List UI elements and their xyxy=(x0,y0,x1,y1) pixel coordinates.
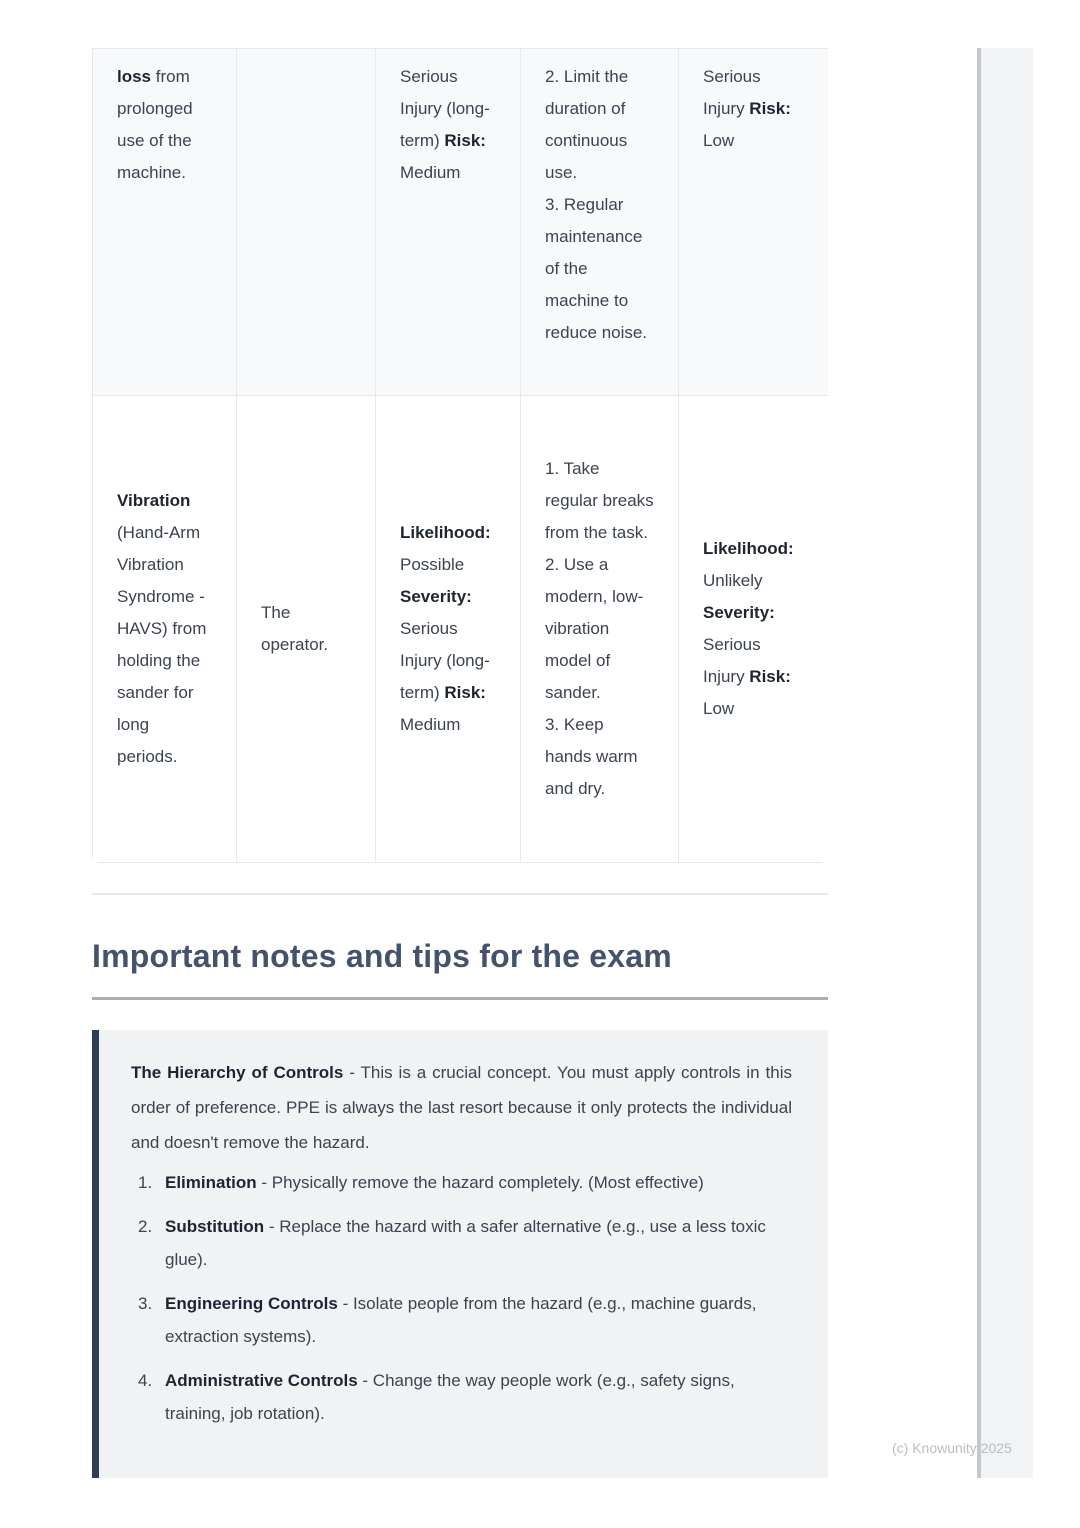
list-item-body xyxy=(165,1287,792,1353)
cell-text: (Hand-Arm Vibration Syndrome - HAVS) from holding the sander for long periods. xyxy=(117,523,207,766)
section-divider xyxy=(92,893,828,895)
next-page-edge xyxy=(977,48,1033,1478)
cell-text: Serious Injury (long-term) xyxy=(400,619,490,702)
cell-text: Unlikely xyxy=(703,571,763,590)
list-item-number: 1. xyxy=(138,1173,153,1192)
cell-text: Medium xyxy=(400,715,461,734)
cell-text: loss xyxy=(117,67,152,86)
list-item-term: Administrative Controls xyxy=(165,1371,358,1390)
cell-text: Risk: xyxy=(444,683,486,702)
control-measure-line: 3. Keep hands warm and dry. xyxy=(545,715,638,798)
cell-text: Low xyxy=(703,131,735,150)
cell-control-measures xyxy=(521,49,679,396)
cell-text: Severity: xyxy=(400,587,472,606)
table-row-vibration-hazard xyxy=(93,396,829,863)
cell-text: Serious Injury xyxy=(703,635,761,686)
callout-intro-text: - This is a crucial concept. You must apply controls in this order of preference. PPE is always the last resort because it only protects the individual and doesn't remove the hazard. xyxy=(131,1063,792,1152)
list-item-text: - Isolate people from the hazard (e.g., machine guards, extraction systems). xyxy=(165,1294,757,1346)
exam-tips-callout xyxy=(92,1030,828,1478)
cell-text: Serious Injury xyxy=(703,67,761,118)
cell-text: Serious Injury (long-term) xyxy=(400,67,490,150)
list-item-body xyxy=(165,1364,792,1430)
cell-text: Risk: xyxy=(749,99,791,118)
list-item-text: - Change the way people work (e.g., safety signs, training, job rotation). xyxy=(165,1371,735,1423)
cell-who-harmed xyxy=(237,396,376,863)
cell-text: Likelihood: xyxy=(703,539,794,558)
watermark: (c) Knowunity 2025 xyxy=(892,1440,1012,1456)
list-item-term: Substitution xyxy=(165,1217,265,1236)
callout-intro-term: The Hierarchy of Controls xyxy=(131,1063,344,1082)
risk-assessment-table xyxy=(92,48,828,863)
list-item-number: 3. xyxy=(138,1294,153,1313)
control-measure-line: 2. Use a modern, low-vibration model of sander. xyxy=(545,555,644,702)
list-item-text: - Physically remove the hazard completely. (Most effective) xyxy=(256,1173,704,1192)
cell-hazard xyxy=(93,396,237,863)
cell-text: from prolonged use of the machine. xyxy=(117,67,193,182)
section-title: Important notes and tips for the exam xyxy=(92,938,672,974)
list-item-term: Engineering Controls xyxy=(165,1294,338,1313)
cell-text: Vibration xyxy=(117,491,191,510)
cell-residual-risk xyxy=(679,396,829,863)
list-item-engineering-controls xyxy=(138,1287,792,1353)
list-item-number: 2. xyxy=(138,1217,153,1236)
cell-text: Medium xyxy=(400,163,461,182)
cell-initial-risk xyxy=(376,396,521,863)
hierarchy-of-controls-list xyxy=(131,1166,792,1430)
cell-text: Severity: xyxy=(703,603,775,622)
cell-initial-risk xyxy=(376,49,521,396)
cell-text: Possible xyxy=(400,555,465,574)
control-measure-line: 3. Regular maintenance of the machine to reduce noise. xyxy=(545,195,648,342)
section-title-underline xyxy=(92,997,828,1000)
cell-text: Likelihood: xyxy=(400,523,491,542)
list-item-number: 4. xyxy=(138,1371,153,1390)
cell-residual-risk xyxy=(679,49,829,396)
control-measure-line: 1. Take regular breaks from the task. xyxy=(545,459,654,542)
cell-hazard xyxy=(93,49,237,396)
list-item-administrative-controls xyxy=(138,1364,792,1430)
list-item-term: Elimination xyxy=(165,1173,257,1192)
cell-text: Risk: xyxy=(444,131,486,150)
risk-assessment-table-wrap xyxy=(92,48,828,863)
callout-intro xyxy=(131,1055,792,1160)
cell-who-harmed xyxy=(237,49,376,396)
list-item-elimination xyxy=(138,1166,792,1199)
list-item-body xyxy=(165,1166,792,1199)
cell-text: Low xyxy=(703,699,735,718)
control-measure-line: 2. Limit the duration of continuous use. xyxy=(545,67,629,182)
table-row-noise-hazard xyxy=(93,49,829,396)
list-item-text: - Replace the hazard with a safer alternative (e.g., use a less toxic glue). xyxy=(165,1217,766,1269)
list-item-body xyxy=(165,1210,792,1276)
list-item-substitution xyxy=(138,1210,792,1276)
cell-text: The operator. xyxy=(261,603,329,654)
cell-text: Risk: xyxy=(749,667,791,686)
cell-control-measures xyxy=(521,396,679,863)
